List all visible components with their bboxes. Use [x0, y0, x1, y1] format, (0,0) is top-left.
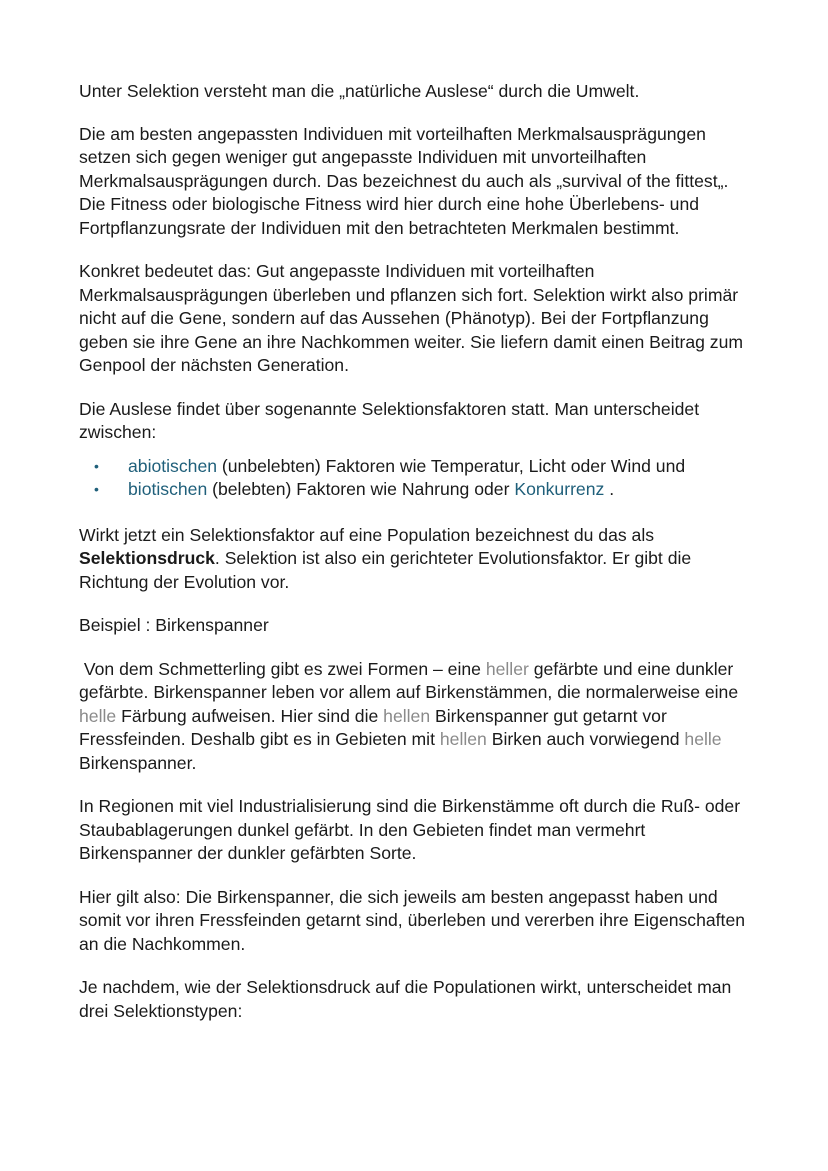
- text-segment: gefärbte und eine dunkler gefärbte. Birkenspanner leben vor allem auf Birkenstämmen, die normalerweise eine: [79, 658, 739, 702]
- term-selektionsdruck: Selektionsdruck: [79, 548, 215, 568]
- text-segment: Birkenspanner.: [79, 752, 197, 773]
- paragraph-industrialization: In Regionen mit viel Industrialisierung sind die Birkenstämme oft durch die Ruß- oder Staubablagerungen dunkel gefärbt. In den Gebieten findet man vermehrt Birkenspanner der dunkler gefärbten Sorte.: [79, 796, 741, 863]
- document-page: [79, 80, 759, 1043]
- text-segment: Birken auch vorwiegend: [486, 729, 685, 749]
- text-segment: Wirkt jetzt ein Selektionsfaktor auf eine Population bezeichnest du das als: [79, 524, 655, 545]
- text-segment: Von dem Schmetterling gibt es zwei Formen – eine: [79, 658, 486, 679]
- text-segment: . Selektion ist also ein gerichteter Evolutionsfaktor. Er gibt die Richtung der Evolution vor.: [79, 548, 692, 592]
- list-item-text: (belebten) Faktoren wie Nahrung oder: [207, 479, 515, 499]
- paragraph-selection-pressure: [79, 524, 759, 595]
- link-abiotic[interactable]: abiotischen: [128, 455, 218, 476]
- paragraph-conclusion: Hier gilt also: Die Birkenspanner, die sich jeweils am besten angepasst haben und somit vor ihren Fressfeinden getarnt sind, überleben und vererben ihre Eigenschaften an die Nachkommen.: [79, 886, 746, 954]
- list-item-text: (unbelebten) Faktoren wie Temperatur, Licht oder Wind und: [217, 455, 686, 476]
- paragraph-intro: Unter Selektion versteht man die „natürliche Auslese“ durch die Umwelt.: [79, 81, 640, 101]
- term-helle: helle: [684, 729, 722, 749]
- paragraph-example-title: Beispiel : Birkenspanner: [79, 615, 269, 635]
- term-hellen: hellen: [383, 705, 431, 726]
- term-heller: heller: [485, 658, 529, 679]
- paragraph-birkenspanner: [79, 658, 759, 776]
- selection-factor-list: [79, 455, 759, 502]
- paragraph-selection-types: Je nachdem, wie der Selektionsdruck auf die Populationen wirkt, unterscheidet man drei Selektionstypen:: [79, 977, 732, 1021]
- paragraph-phenotype: Konkret bedeutet das: Gut angepasste Individuen mit vorteilhaften Merkmalsausprägungen überleben und pflanzen sich fort. Selektion wirkt also primär nicht auf die Gene, sondern auf das Aussehen (Phänotyp). Bei der Fortpflanzung geben sie ihre Gene an ihre Nachkommen weiter. Sie liefern damit einen Beitrag zum Genpool der nächsten Generation.: [79, 261, 744, 375]
- link-competition[interactable]: Konkurrenz: [514, 479, 605, 499]
- bullet-icon: •: [94, 457, 99, 474]
- list-item-biotic: [79, 478, 759, 502]
- bullet-icon: •: [94, 481, 99, 497]
- term-helle: helle: [79, 705, 117, 726]
- term-hellen: hellen: [439, 729, 487, 749]
- link-biotic[interactable]: biotischen: [128, 479, 208, 499]
- text-segment: Färbung aufweisen. Hier sind die: [116, 705, 384, 726]
- list-item-end: .: [604, 479, 615, 499]
- list-item-abiotic: [79, 455, 759, 479]
- paragraph-fitness: Die am besten angepassten Individuen mit vorteilhaften Merkmalsausprägungen setzen sich gegen weniger gut angepasste Individuen mit unvorteilhaften Merkmalsausprägungen durch. Das bezeichnest du auch als „survival of the fittest„. Die Fitness oder biologische Fitness wird hier durch eine hohe Überlebens- und Fortpflanzungsrate der Individuen mit den betrachteten Merkmalen bestimmt.: [79, 123, 729, 238]
- paragraph-selection-factors: Die Auslese findet über sogenannte Selektionsfaktoren statt. Man unterscheidet zwischen:: [79, 398, 700, 442]
- text-segment: Birkenspanner gut getarnt vor Fressfeinden. Deshalb gibt es in Gebieten mit: [79, 705, 667, 749]
